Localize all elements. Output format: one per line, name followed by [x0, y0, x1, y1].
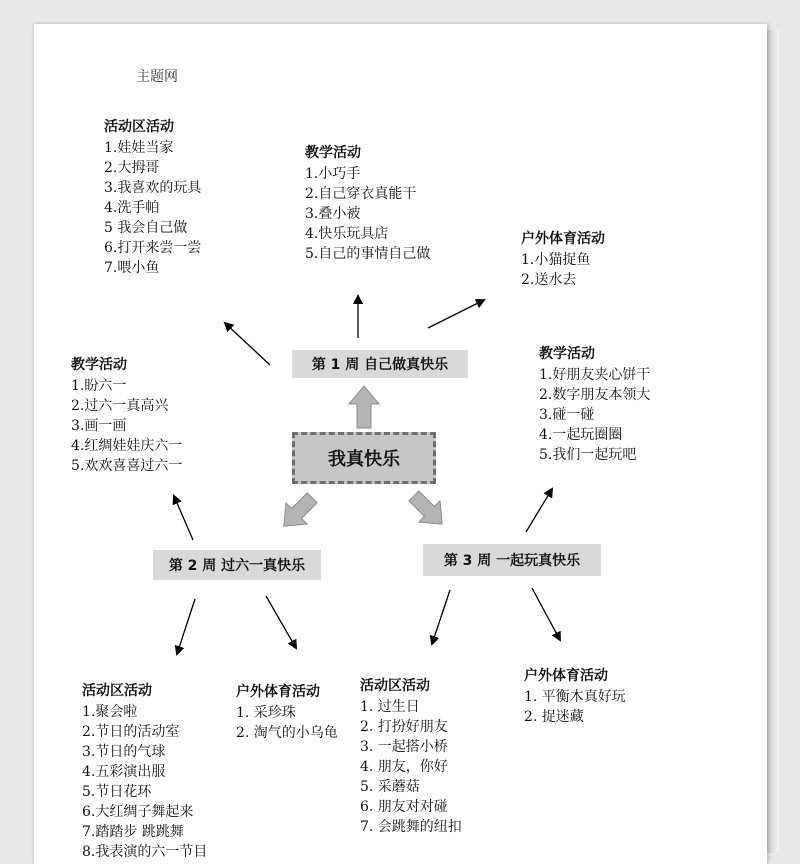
list-item: 1.聚会啦 — [82, 704, 138, 720]
doc-title: 主题网 — [136, 69, 178, 85]
list-item: 3.碰一碰 — [539, 407, 595, 423]
list-item: 1. 过生日 — [360, 699, 420, 715]
list-item: 3.叠小被 — [305, 206, 361, 222]
w3-area-block — [360, 676, 462, 837]
list-item: 2.过六一真高兴 — [71, 398, 169, 414]
list-item: 2. 淘气的小乌龟 — [236, 725, 338, 741]
arrow-w3-area — [432, 590, 450, 644]
w2-outdoor-heading: 户外体育活动 — [236, 684, 320, 700]
week1-box: 第 1 周 自己做真快乐 — [292, 350, 468, 378]
list-item: 4.洗手帕 — [104, 200, 160, 216]
w2-teaching-heading: 教学活动 — [71, 357, 127, 373]
list-item: 7. 会跳舞的纽扣 — [360, 819, 462, 835]
list-item: 7.喂小鱼 — [104, 260, 160, 276]
week2-box: 第 2 周 过六一真快乐 — [153, 550, 321, 580]
list-item: 4.快乐玩具店 — [305, 226, 389, 242]
list-item: 2.数字朋友本领大 — [539, 387, 651, 403]
list-item: 5. 采蘑菇 — [360, 779, 420, 795]
list-item: 8.我表演的六一节目 — [82, 844, 208, 860]
arrow-w2-outdoor — [266, 596, 296, 648]
w3-teaching-block — [539, 344, 650, 465]
list-item: 7.踏踏步 跳跳舞 — [82, 824, 184, 840]
w2-area-heading: 活动区活动 — [82, 683, 152, 699]
w2-area-block — [82, 681, 207, 862]
fat-arrow-up — [349, 386, 379, 428]
list-item: 1.小巧手 — [305, 166, 361, 182]
w3-outdoor-heading: 户外体育活动 — [524, 668, 608, 684]
arrow-w2-teaching — [174, 496, 193, 540]
list-item: 4.五彩演出服 — [82, 764, 166, 780]
w1-outdoor-heading: 户外体育活动 — [521, 231, 605, 247]
list-item: 6.打开来尝一尝 — [104, 240, 202, 256]
w1-teaching-block — [305, 143, 430, 264]
list-item: 2. 打扮好朋友 — [360, 719, 448, 735]
list-item: 4.红绸娃娃庆六一 — [71, 438, 183, 454]
w3-teaching-heading: 教学活动 — [539, 346, 595, 362]
list-item: 4. 朋友，你好 — [360, 759, 448, 775]
center-topic: 我真快乐 — [292, 432, 436, 484]
fat-arrow-down-right — [403, 485, 452, 534]
week3-box: 第 3 周 一起玩真快乐 — [423, 544, 601, 576]
list-item: 2.大拇哥 — [104, 160, 160, 176]
w2-teaching-block — [71, 355, 182, 476]
list-item: 1. 平衡木真好玩 — [524, 689, 626, 705]
list-item: 3. 一起搭小桥 — [360, 739, 448, 755]
w2-outdoor-block — [236, 682, 338, 743]
arrow-w2-area — [177, 599, 195, 654]
list-item: 5 我会自己做 — [104, 220, 188, 236]
arrow-w3-outdoor — [532, 588, 560, 640]
list-item: 5.欢欢喜喜过六一 — [71, 458, 183, 474]
list-item: 1. 采珍珠 — [236, 705, 296, 721]
list-item: 3.我喜欢的玩具 — [104, 180, 202, 196]
list-item: 3.节日的气球 — [82, 744, 166, 760]
w3-area-heading: 活动区活动 — [360, 678, 430, 694]
list-item: 1.盼六一 — [71, 378, 127, 394]
arrow-w1-outdoor — [428, 300, 484, 328]
list-item: 6. 朋友对对碰 — [360, 799, 448, 815]
list-item: 5.节日花环 — [82, 784, 152, 800]
list-item: 5.自己的事情自己做 — [305, 246, 431, 262]
w1-outdoor-block — [521, 229, 605, 290]
list-item: 2.送水去 — [521, 272, 577, 288]
w1-teaching-heading: 教学活动 — [305, 145, 361, 161]
list-item: 2. 捉迷藏 — [524, 709, 584, 725]
w1-area-block — [104, 117, 201, 278]
w1-area-heading: 活动区活动 — [104, 119, 174, 135]
list-item: 1.小猫捉鱼 — [521, 252, 591, 268]
w3-outdoor-block — [524, 666, 626, 727]
list-item: 5.我们一起玩吧 — [539, 447, 637, 463]
list-item: 2.自己穿衣真能干 — [305, 186, 417, 202]
fat-arrow-down-left — [273, 487, 322, 536]
list-item: 1.娃娃当家 — [104, 140, 174, 156]
list-item: 3.画一画 — [71, 418, 127, 434]
list-item: 1.好朋友夹心饼干 — [539, 367, 651, 383]
list-item: 4.一起玩圈圈 — [539, 427, 623, 443]
arrow-w3-teaching — [526, 489, 552, 532]
list-item: 2.节日的活动室 — [82, 724, 180, 740]
arrow-w1-area — [225, 323, 270, 365]
list-item: 6.大红绸子舞起来 — [82, 804, 194, 820]
